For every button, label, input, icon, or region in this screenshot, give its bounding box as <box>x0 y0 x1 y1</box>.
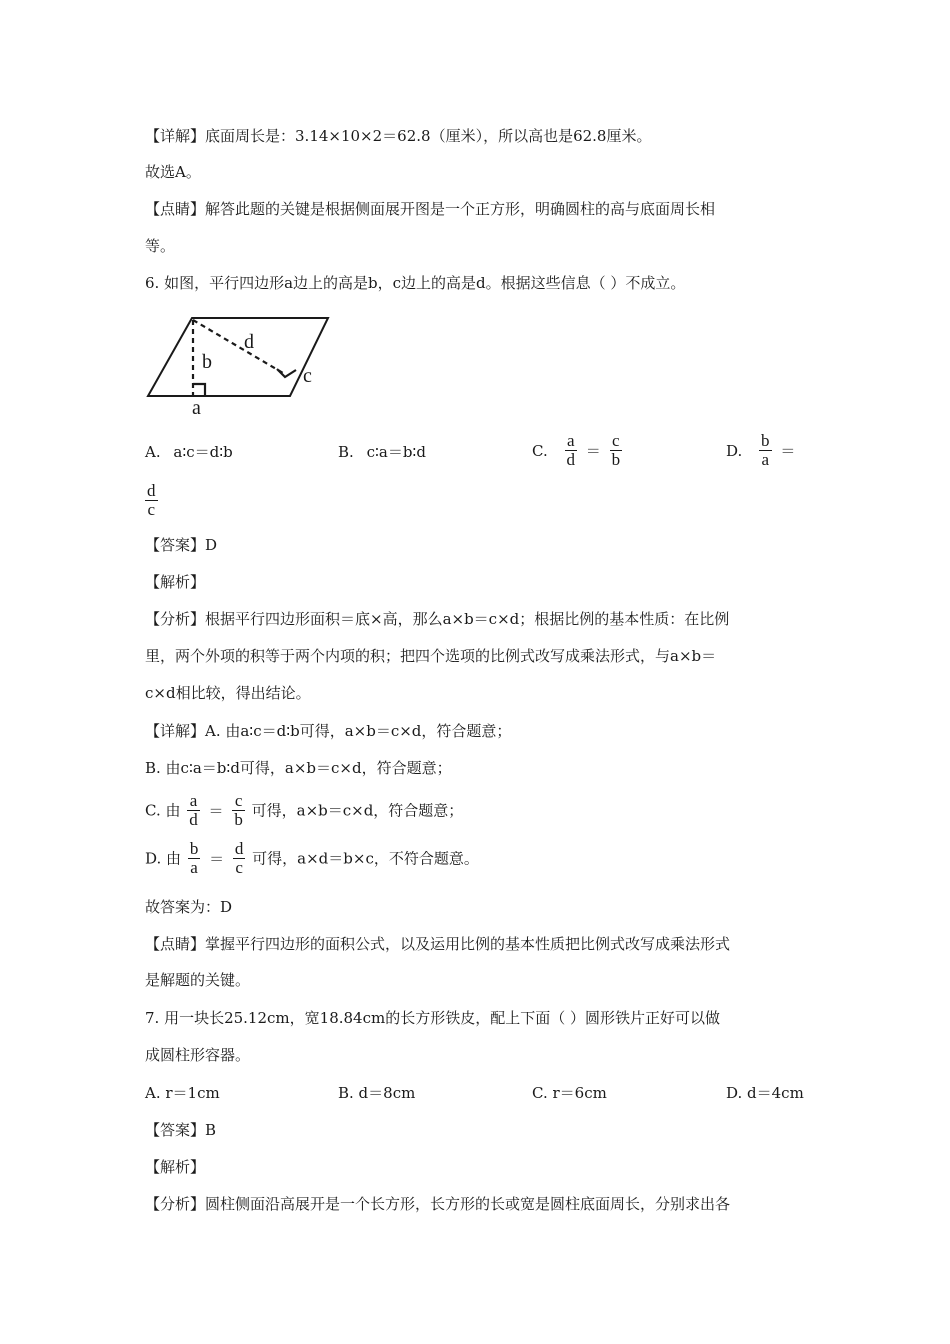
fraction-denominator: c <box>235 858 243 877</box>
q6-detail-c <box>145 792 463 829</box>
q7-analysis-line1: 【分析】圆柱侧面沿高展开是一个长方形，长方形的长或宽是圆柱底面周长，分别求出各 <box>145 1195 731 1213</box>
fraction-numerator: a <box>565 432 578 451</box>
q6-option-b <box>338 442 426 462</box>
detail-c-prefix: C. 由 <box>145 801 181 820</box>
q7-analysis-title: 【解析】 <box>145 1158 206 1176</box>
equals-sign: ＝ <box>208 801 224 820</box>
label-c: c <box>303 365 312 387</box>
q6-option-d-right-fraction <box>145 482 158 519</box>
detail-d-left-fraction <box>188 840 201 877</box>
fraction-numerator: b <box>761 431 770 450</box>
detail-d-right-fraction <box>233 840 246 877</box>
q7-option-a: A. r＝1cm <box>145 1084 220 1102</box>
parallelogram-shape <box>148 318 328 396</box>
q5-choose: 故选A。 <box>145 163 201 181</box>
fraction-numerator: c <box>610 432 623 451</box>
q6-option-d <box>726 432 797 469</box>
q6-detail-a: 【详解】A. 由a∶c＝d∶b可得，a×b＝c×d，符合题意； <box>145 722 512 740</box>
fraction-denominator: a <box>190 858 198 877</box>
q6-detail-d <box>145 840 479 877</box>
q6-stem: 6. 如图，平行四边形a边上的高是b，c边上的高是d。根据这些信息（ ）不成立。 <box>145 274 686 292</box>
fraction-numerator: d <box>147 481 156 500</box>
detail-d-suffix: 可得，a×d＝b×c，不符合题意。 <box>252 849 479 868</box>
q5-comment-line2: 等。 <box>145 237 176 255</box>
q6-analysis-line1: 【分析】根据平行四边形面积＝底×高，那么a×b＝c×d；根据比例的基本性质：在比例 <box>145 610 730 628</box>
q6-option-d-continued <box>143 482 160 519</box>
q6-option-a <box>145 442 233 462</box>
q6-detail-b: B. 由c∶a＝b∶d可得，a×b＝c×d，符合题意； <box>145 759 452 777</box>
q6-conclusion: 故答案为：D <box>145 898 233 916</box>
q7-answer: 【答案】B <box>145 1121 217 1139</box>
detail-c-suffix: 可得，a×b＝c×d，符合题意； <box>251 801 464 820</box>
q6-option-d-label: D. <box>726 441 743 460</box>
q5-detail: 【详解】底面周长是：3.14×10×2＝62.8（厘米），所以高也是62.8厘米。 <box>145 127 652 145</box>
q6-option-a-text: a∶c＝d∶b <box>173 443 233 461</box>
equals-sign: ＝ <box>585 441 601 460</box>
fraction-denominator: d <box>189 810 198 829</box>
detail-d-prefix: D. 由 <box>145 849 182 868</box>
fraction-numerator: d <box>234 839 244 858</box>
fraction-denominator: b <box>611 450 621 469</box>
q6-answer: 【答案】D <box>145 536 218 554</box>
q5-comment-line1: 【点睛】解答此题的关键是根据侧面展开图是一个正方形，明确圆柱的高与底面周长相 <box>145 200 716 218</box>
right-angle-marker-a <box>193 384 205 396</box>
q6-option-b-label: B. <box>338 443 354 461</box>
q7-option-d: D. d＝4cm <box>726 1084 804 1102</box>
equals-sign: ＝ <box>209 849 225 868</box>
detail-c-right-fraction <box>232 792 245 829</box>
fraction-denominator: d <box>566 450 575 469</box>
q7-option-b: B. d＝8cm <box>338 1084 416 1102</box>
fraction-numerator: a <box>187 792 200 811</box>
q6-analysis-line2: 里，两个外项的积等于两个内项的积；把四个选项的比例式改写成乘法形式，与a×b＝ <box>145 647 717 665</box>
fraction-denominator: c <box>147 500 156 519</box>
q6-option-d-left-fraction <box>759 432 772 469</box>
fraction-denominator: b <box>234 810 243 829</box>
q6-analysis-line3: c×d相比较，得出结论。 <box>145 684 311 702</box>
q6-comment-line1: 【点睛】掌握平行四边形的面积公式，以及运用比例的基本性质把比例式改写成乘法形式 <box>145 935 731 953</box>
q7-option-c: C. r＝6cm <box>532 1084 607 1102</box>
equals-sign: ＝ <box>780 441 796 460</box>
q6-option-b-text: c∶a＝b∶d <box>366 443 426 461</box>
parallelogram-figure <box>140 310 340 420</box>
q6-analysis-title: 【解析】 <box>145 573 206 591</box>
label-d: d <box>244 331 254 353</box>
q6-option-a-label: A. <box>145 443 161 461</box>
q7-stem-line2: 成圆柱形容器。 <box>145 1046 251 1064</box>
q6-option-c-label: C. <box>532 441 548 460</box>
q6-option-c-right-fraction <box>610 432 623 469</box>
label-a: a <box>192 397 201 419</box>
fraction-numerator: c <box>232 792 245 811</box>
label-b: b <box>202 351 212 373</box>
q6-option-c <box>532 432 624 469</box>
q6-option-c-left-fraction <box>565 432 578 469</box>
q7-stem-line1: 7. 用一块长25.12cm，宽18.84cm的长方形铁皮，配上下面（ ）圆形铁片正好可以做 <box>145 1009 720 1027</box>
q6-comment-line2: 是解题的关键。 <box>145 971 251 989</box>
detail-c-left-fraction <box>187 792 200 829</box>
fraction-denominator: a <box>761 450 770 469</box>
fraction-numerator: b <box>189 839 199 858</box>
